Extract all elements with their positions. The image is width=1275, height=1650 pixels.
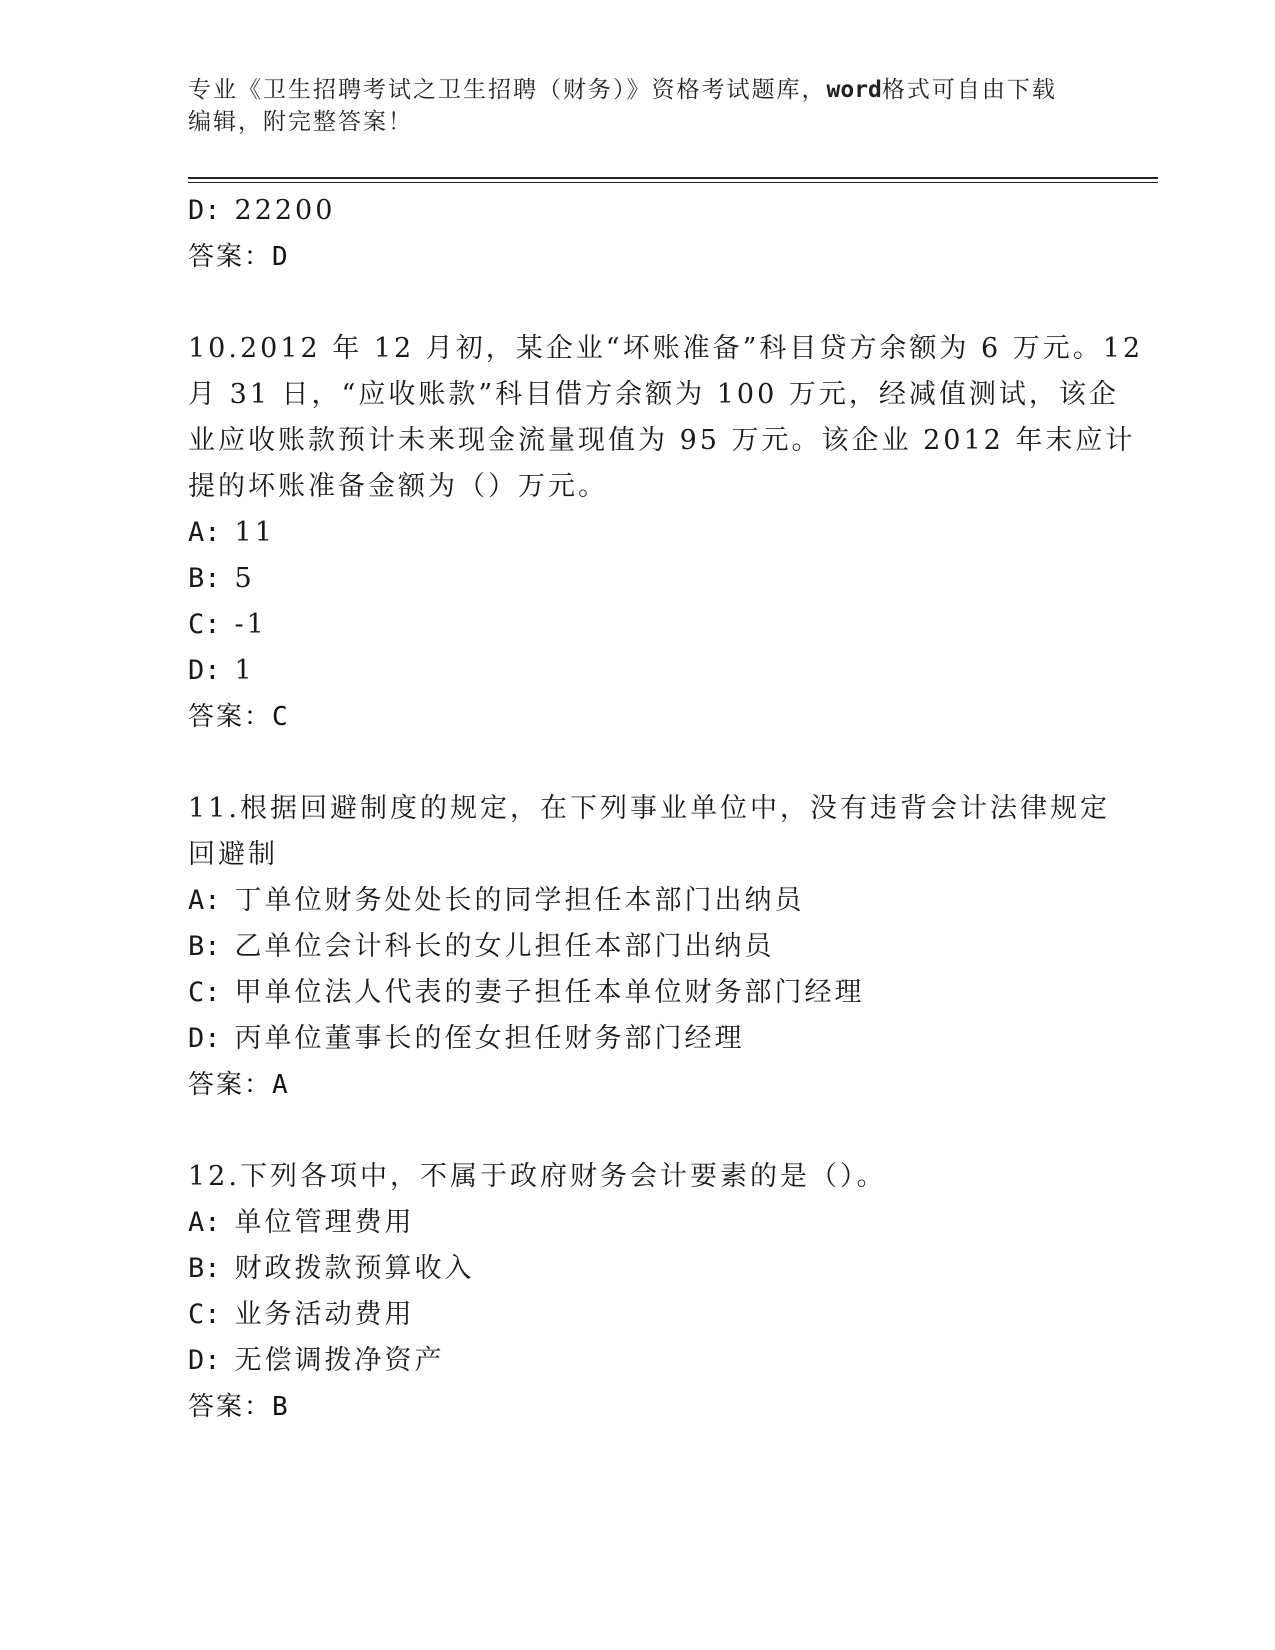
question-10-option-b [188,556,1088,602]
question-line: 10.2012 年 12 月初，某企业“坏账准备”科目贷方余额为 6 万元。12 [188,333,1144,364]
option-label: B: [188,563,221,594]
question-11-text [188,786,1110,878]
option-label: A: [188,1207,221,1238]
option-text: 丁单位财务处处长的同学担任本部门出纳员 [234,885,805,916]
header-divider-thin [188,182,1158,183]
option-text: 乙单位会计科长的女儿担任本部门出纳员 [234,931,775,962]
option-label: C: [188,609,221,640]
option-text: 甲单位法人代表的妻子担任本单位财务部门经理 [234,977,865,1008]
answer-value: C [272,702,290,732]
option-text: 无偿调拨净资产 [234,1345,445,1376]
spacer [188,1108,1088,1154]
answer-label: 答案： [188,702,273,732]
question-number: 10. [188,333,240,364]
question-number: 11. [188,793,240,824]
question-12-option-c [188,1292,1088,1338]
option-label: B: [188,1253,221,1284]
question-11-option-b [188,924,1088,970]
question-12-answer [188,1384,1088,1430]
spacer [188,280,1088,326]
question-10-option-c [188,602,1088,648]
option-text: 单位管理费用 [234,1207,415,1238]
question-10-text [188,326,1144,510]
option-label: C: [188,1299,221,1330]
answer-value: B [272,1392,290,1422]
option-label: C: [188,977,221,1008]
prev-answer [188,234,1088,280]
question-line: 业应收账款预计未来现金流量现值为 95 万元。该企业 2012 年末应计 [188,425,1136,456]
option-text: 22200 [234,195,336,226]
header-line-1 [188,74,1088,106]
option-text: 丙单位董事长的侄女担任财务部门经理 [234,1023,745,1054]
option-text: 财政拨款预算收入 [234,1253,475,1284]
question-11-option-d [188,1016,1088,1062]
option-text: 5 [234,563,255,594]
question-line: 月 31 日，“应收账款”科目借方余额为 100 万元，经减值测试，该企 [188,379,1119,410]
question-line: 回避制 [188,839,278,870]
option-text: 业务活动费用 [234,1299,415,1330]
prev-option-d [188,188,1088,234]
question-12-option-b [188,1246,1088,1292]
option-label: A: [188,517,221,548]
header-divider-thick [188,177,1158,179]
answer-label: 答案： [188,242,273,272]
option-label: A: [188,885,221,916]
question-11-answer [188,1062,1088,1108]
question-12-text [188,1154,1088,1200]
question-12-option-d [188,1338,1088,1384]
question-12-option-a [188,1200,1088,1246]
option-label: D: [188,1023,221,1054]
question-10-option-a [188,510,1088,556]
option-label: D: [188,195,221,226]
answer-value: D [272,242,290,272]
answer-label: 答案： [188,1070,273,1100]
document-header [188,74,1088,138]
question-content [188,188,1144,1430]
spacer [188,740,1088,786]
option-label: B: [188,931,221,962]
option-label: D: [188,655,221,686]
header-title-prefix: 专业《卫生招聘考试之卫生招聘（财务）》资格考试题库， [188,77,827,103]
question-10-answer [188,694,1088,740]
header-keyword: word [826,77,882,103]
header-line-2: 编辑，附完整答案！ [188,109,413,135]
question-number: 12. [188,1161,240,1192]
question-11-option-c [188,970,1088,1016]
answer-value: A [272,1070,290,1100]
question-10-option-d [188,648,1088,694]
option-text: 11 [234,517,275,548]
answer-label: 答案： [188,1392,273,1422]
option-text: -1 [234,609,267,640]
header-title-suffix: 格式可自由下载 [881,77,1057,103]
option-text: 1 [234,655,255,686]
question-11-option-a [188,878,1088,924]
question-line: 11.根据回避制度的规定，在下列事业单位中，没有违背会计法律规定 [188,793,1110,824]
question-line: 提的坏账准备金额为（）万元。 [188,471,608,502]
question-line: 12.下列各项中，不属于政府财务会计要素的是（）。 [188,1161,887,1192]
option-label: D: [188,1345,221,1376]
